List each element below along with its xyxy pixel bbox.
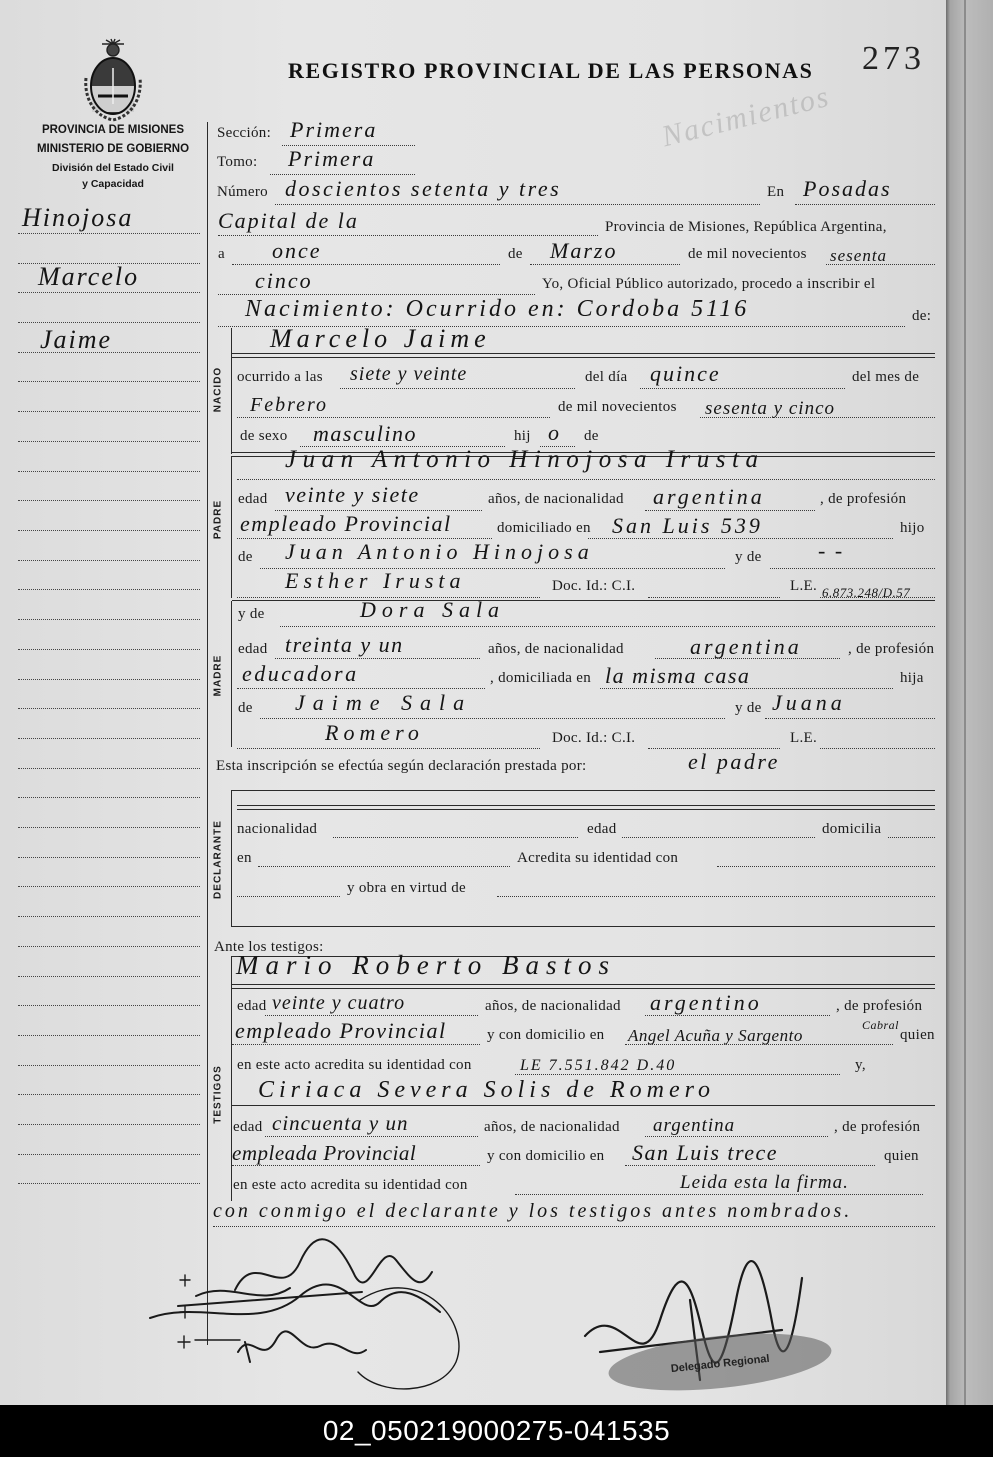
- numero-label: Número: [217, 184, 268, 200]
- testigo-1-edad: veinte y cuatro: [272, 992, 406, 1014]
- margin-surname: Hinojosa: [22, 203, 134, 232]
- madre-nacionalidad: argentina: [690, 634, 802, 659]
- margin-marks: [178, 1275, 240, 1348]
- dia-value: once: [272, 238, 322, 263]
- anio-value: sesenta: [830, 246, 888, 265]
- madre-edad: treinta y un: [285, 632, 404, 657]
- de-label: de: [508, 246, 523, 262]
- mil-novecientos-label: de mil novecientos: [688, 246, 807, 262]
- hora-value: siete y veinte: [350, 363, 468, 385]
- quien-label: quien: [900, 1027, 935, 1043]
- cierre-text: con conmigo el declarante y los testigos antes nombrados.: [213, 1200, 853, 1222]
- nacido-dia: quince: [650, 361, 721, 386]
- document-title: REGISTRO PROVINCIAL DE LAS PERSONAS: [288, 58, 814, 83]
- agency-capacity: y Capacidad: [82, 178, 144, 190]
- scan-footer-band: [0, 1405, 993, 1457]
- dia-label: del día: [585, 369, 628, 385]
- hijo-label: hijo: [900, 520, 925, 536]
- madre-domicilio: la misma casa: [605, 663, 751, 688]
- testigo-2-domicilio: San Luis trece: [632, 1140, 779, 1165]
- section-label-nacido: NACIDO: [212, 366, 224, 413]
- edad-label: edad: [587, 821, 617, 837]
- anio-continuation: cinco: [255, 268, 313, 293]
- de-label: de: [238, 700, 253, 716]
- testigo-1-nombre: Mario Roberto Bastos: [236, 950, 616, 980]
- section-label-declarante: DECLARANTE: [212, 820, 224, 899]
- de-colon-label: de:: [912, 308, 932, 324]
- testigo-1-domicilio-continuation: Cabral: [862, 1018, 900, 1032]
- profesion-label: , de profesión: [820, 491, 907, 507]
- oficial-label: Yo, Oficial Público autorizado, procedo a inscribir el: [542, 276, 876, 292]
- section-label-padre: PADRE: [212, 499, 224, 540]
- agency-province: PROVINCIA DE MISIONES: [41, 124, 185, 136]
- testigo-2-nacionalidad: argentina: [653, 1115, 736, 1136]
- nacido-nombre: Marcelo Jaime: [270, 324, 491, 353]
- madre-profesion: educadora: [242, 661, 359, 686]
- acredita-label: en este acto acredita su identidad con: [233, 1177, 468, 1193]
- abuela-paterna-continuation: Esther Irusta: [285, 568, 466, 593]
- agency-ministry: MINISTERIO DE GOBIERNO: [36, 143, 190, 155]
- nacionalidad-label: años, de nacionalidad: [488, 641, 624, 657]
- acto-tipo: Nacimiento: Ocurrido en: Cordoba 5116: [245, 296, 750, 322]
- y-de-label: y de: [735, 549, 762, 565]
- testigo-1-profesion: empleado Provincial: [235, 1018, 447, 1043]
- profesion-label: , de profesión: [836, 998, 923, 1014]
- hij-suffix: o: [548, 420, 561, 445]
- abuela-materna: Juana: [772, 690, 846, 715]
- signature-declarant: [235, 1239, 432, 1290]
- de-label: de: [238, 549, 253, 565]
- hij-label: hij: [514, 428, 531, 444]
- doc-id-label: Doc. Id.: C.I.: [552, 730, 636, 746]
- tomo-value: Primera: [288, 146, 376, 171]
- edad-label: edad: [238, 491, 268, 507]
- nacionalidad-label: años, de nacionalidad: [485, 998, 621, 1014]
- abuelo-paterno: Juan Antonio Hinojosa: [285, 539, 594, 564]
- ocurrido-label: ocurrido a las: [237, 369, 323, 385]
- padre-nacionalidad: argentina: [653, 484, 765, 509]
- en-label: en: [237, 850, 252, 866]
- section-label-testigos: TESTIGOS: [212, 1065, 224, 1124]
- edad-label: edad: [233, 1119, 263, 1135]
- hija-label: hija: [900, 670, 924, 686]
- profesion-label: , de profesión: [834, 1119, 921, 1135]
- a-label: a: [218, 246, 225, 262]
- domicilia-label: domicilia: [822, 821, 882, 837]
- domicilio-label: domiciliado en: [497, 520, 591, 536]
- sexo-label: de sexo: [240, 428, 288, 444]
- padre-edad: veinte y siete: [285, 482, 420, 507]
- padre-le: 6.873.248/D.57: [822, 585, 911, 600]
- edad-label: edad: [238, 641, 268, 657]
- mil-novecientos-label: de mil novecientos: [558, 399, 677, 415]
- en-label: En: [767, 184, 785, 200]
- abuela-materna-continuation: Romero: [325, 720, 424, 745]
- nacionalidad-label: nacionalidad: [237, 821, 318, 837]
- acredita-label: Acredita su identidad con: [517, 850, 679, 866]
- sexo-value: masculino: [313, 421, 417, 446]
- testigo-2-identidad: Leida esta la firma.: [680, 1172, 849, 1193]
- declaracion-por: el padre: [688, 749, 780, 774]
- padre-profesion: empleado Provincial: [240, 511, 452, 536]
- mes-value: Marzo: [550, 238, 618, 263]
- nacionalidad-label: años, de nacionalidad: [484, 1119, 620, 1135]
- doc-id-label: Doc. Id.: C.I.: [552, 578, 636, 594]
- nacido-anio: sesenta y cinco: [705, 398, 836, 419]
- signature-witness-2: [238, 1331, 366, 1362]
- acredita-label: en este acto acredita su identidad con: [237, 1057, 472, 1073]
- y-de-label: y de: [735, 700, 762, 716]
- numero-value: doscientos setenta y tres: [285, 176, 562, 201]
- seccion-label: Sección:: [217, 125, 272, 141]
- testigo-2-profesion: empleada Provincial: [232, 1141, 417, 1165]
- abuela-paterna: - -: [818, 538, 845, 563]
- y-de-label: y de: [238, 606, 265, 622]
- le-label: L.E.: [790, 730, 818, 746]
- signature-witness-1: [150, 1285, 440, 1318]
- official-seal: [606, 1324, 834, 1399]
- y-label: y,: [855, 1057, 866, 1073]
- margin-first-name: Marcelo: [38, 262, 140, 291]
- madre-nombre: Dora Sala: [360, 597, 506, 622]
- lugar-continuation: Capital de la: [218, 208, 359, 233]
- edad-label: edad: [237, 998, 267, 1014]
- domiciliada-label: , domiciliada en: [490, 670, 592, 686]
- tomo-label: Tomo:: [217, 154, 258, 170]
- declaracion-label: Esta inscripción se efectúa según declaración prestada por:: [216, 758, 587, 774]
- obra-label: y obra en virtud de: [347, 880, 466, 896]
- mes-label: del mes de: [852, 369, 920, 385]
- testigo-1-identidad: LE 7.551.842 D.40: [520, 1057, 677, 1074]
- seccion-value: Primera: [290, 117, 378, 142]
- nacionalidad-label: años, de nacionalidad: [488, 491, 624, 507]
- agency-division: División del Estado Civil: [52, 162, 174, 174]
- domicilio-label: y con domicilio en: [487, 1027, 605, 1043]
- provincia-label: Provincia de Misiones, República Argentina,: [605, 219, 887, 235]
- quien-label: quien: [884, 1148, 919, 1164]
- abuelo-materno: Jaime Sala: [295, 690, 473, 715]
- signature-loop: [358, 1288, 459, 1389]
- testigo-1-nacionalidad: argentino: [650, 990, 762, 1015]
- testigo-1-domicilio: Angel Acuña y Sargento: [628, 1026, 803, 1045]
- nacido-mes: Febrero: [250, 394, 329, 416]
- le-label: L.E.: [790, 578, 818, 594]
- seal-text: Delegado Regional: [670, 1352, 771, 1376]
- padre-nombre: Juan Antonio Hinojosa Irusta: [285, 446, 765, 473]
- testigo-2-edad: cincuenta y un: [272, 1111, 409, 1135]
- de-label: de: [584, 428, 599, 444]
- profesion-label: , de profesión: [848, 641, 935, 657]
- scan-filename: 02_050219000275-041535: [322, 1415, 671, 1446]
- domicilio-label: y con domicilio en: [487, 1148, 605, 1164]
- faded-registry-stamp: Nacimientos: [658, 79, 834, 154]
- section-label-madre: MADRE: [212, 654, 224, 697]
- testigos-intro: Ante los testigos:: [214, 939, 324, 955]
- lugar-value: Posadas: [803, 176, 892, 201]
- padre-domicilio: San Luis 539: [612, 513, 763, 538]
- page-number: 273: [862, 40, 925, 77]
- testigo-2-nombre: Ciriaca Severa Solis de Romero: [258, 1077, 716, 1103]
- margin-middle-name: Jaime: [40, 325, 113, 354]
